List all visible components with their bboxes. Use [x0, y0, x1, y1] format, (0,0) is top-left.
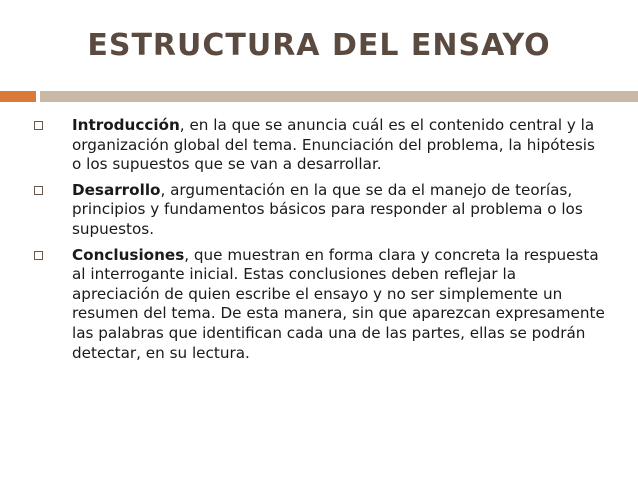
bullet-term: Desarrollo [72, 180, 161, 199]
accent-bar-orange [0, 91, 36, 102]
bullet-term: Introducción [72, 116, 180, 134]
bullet-conclusiones [32, 246, 607, 364]
accent-bar-line [40, 91, 638, 102]
square-bullet-icon [34, 121, 43, 130]
bullet-term: Conclusiones [72, 245, 185, 264]
bullet-text: , argumentación en la que se da el manejo de teorías, principios y fundamentos básicos para responder al problema o los supuestos. [72, 180, 583, 238]
square-bullet-icon [34, 186, 43, 195]
bullet-text: , en la que se anuncia cuál es el contenido central y la organización global del tema. Enunciación del problema, la hipótesis o los supuestos que se van a desarrollar. [72, 116, 595, 174]
bullet-list [32, 116, 607, 369]
bullet-text: , que muestran en forma clara y concreta la respuesta al interrogante inicial. Estas conclusiones deben reflejar la apreciación de quien escribe el ensayo y no ser simplemente un resumen del tema. De esta manera, sin que aparezcan expresamente las palabras que identifican cada una de las partes, ellas se podrán detectar, en su lectura. [72, 245, 605, 362]
bullet-desarrollo [32, 181, 607, 240]
bullet-introduccion [32, 116, 607, 175]
slide-title: ESTRUCTURA DEL ENSAYO [87, 28, 551, 63]
square-bullet-icon [34, 251, 43, 260]
